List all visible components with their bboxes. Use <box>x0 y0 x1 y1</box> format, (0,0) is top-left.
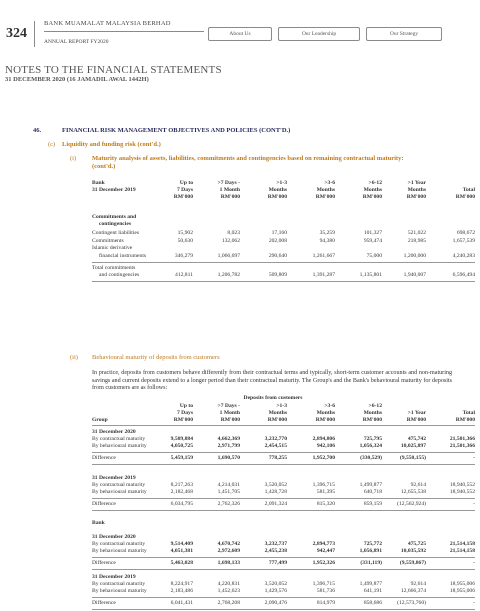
table2-diff-cell: 1,690,570 <box>217 455 240 461</box>
table1-total-label: Total commitments <box>92 265 136 271</box>
table2-bank-label: Bank <box>92 520 105 526</box>
table2-cell: 2,971,799 <box>217 443 240 449</box>
table1-column-header: RM'000 <box>406 194 426 200</box>
table1-group-label: Commitments and <box>92 214 137 220</box>
table2-cell: 18,955,006 <box>449 581 475 587</box>
table2-column-header: >7 Days - <box>217 403 240 409</box>
table1-cell: 8,023 <box>227 230 240 236</box>
table2-block-title: 31 December 2019 <box>92 574 136 580</box>
tab-about-us[interactable]: About Us <box>208 27 272 41</box>
table2-cell: 4,050,725 <box>170 443 193 449</box>
table-rule <box>92 557 475 558</box>
table2-cell: 2,894,773 <box>312 541 335 547</box>
section-title: FINANCIAL RISK MANAGEMENT OBJECTIVES AND POLICIES (CONT'D.) <box>62 127 291 134</box>
table2-diff-cell: - <box>473 455 475 461</box>
table2-cell: 942,106 <box>316 443 335 449</box>
table2-diff-cell: 5,463,028 <box>170 560 193 566</box>
table1-cell: 17,160 <box>271 230 287 236</box>
table1-cell: 75,000 <box>366 252 382 259</box>
table2-cell: 8,224,917 <box>170 581 193 587</box>
table2-column-header: Months <box>268 410 287 416</box>
table2-cell: 1,499,877 <box>359 482 382 488</box>
table2-diff-cell: 814,979 <box>316 600 335 606</box>
table2-cell: 1,056,891 <box>359 548 382 554</box>
table2-cell: 21,514,158 <box>449 541 475 547</box>
table1-total-cell: 509,809 <box>268 272 287 278</box>
table2-column-header: RM'000 <box>173 417 193 423</box>
table1-cell: 202,008 <box>268 237 287 244</box>
table1-cell: 521,022 <box>407 230 426 236</box>
table2-row-label: By contractual maturity <box>92 581 146 587</box>
notes-title: NOTES TO THE FINANCIAL STATEMENTS <box>5 64 222 76</box>
table2-cell: 10,035,592 <box>400 548 426 554</box>
table2-column-header: RM'000 <box>406 417 426 423</box>
table2-cell: 3,520,052 <box>264 581 287 587</box>
tab-our-strategy[interactable]: Our Strategy <box>366 27 442 41</box>
table2-diff-cell: 778,255 <box>268 455 287 461</box>
table2-column-header: 1 Month <box>219 410 240 416</box>
table2-col0-header: Group <box>92 417 108 423</box>
table2-cell: 21,501,366 <box>449 443 475 449</box>
table1-total-cell: 1,135,801 <box>359 272 382 278</box>
table1-column-header: >6-12 <box>368 180 382 186</box>
table-rule <box>92 597 475 598</box>
table2-column-header: RM'000 <box>220 417 240 423</box>
table2-cell: 475,742 <box>407 436 426 442</box>
table2-cell: 1,428,728 <box>264 489 287 495</box>
page-number: 324 <box>6 26 27 41</box>
table1-column-header: RM'000 <box>362 194 382 200</box>
table2-cell: 9,509,884 <box>170 436 193 442</box>
tab-our-leadership[interactable]: Our Leadership <box>278 27 360 41</box>
header-rule <box>44 31 204 32</box>
table2-cell: 581,736 <box>316 588 335 594</box>
table1-group-label: contingencies <box>99 221 132 227</box>
table2-cell: 8,217,263 <box>170 482 193 488</box>
table2-diff-cell: (9,559,867) <box>399 560 426 566</box>
table2-column-header: Total <box>462 410 475 416</box>
table2-column-header: RM'000 <box>362 417 382 423</box>
table2-column-header: 7 Days <box>176 410 193 416</box>
table2-cell: 2,455,238 <box>264 548 287 554</box>
table1-cell: 15,902 <box>177 230 193 236</box>
table2-diff-cell: 2,768,208 <box>217 600 240 606</box>
table2-row-label: By behavioural maturity <box>92 489 147 495</box>
table2-cell: 92,614 <box>410 581 426 587</box>
table2-cell: 640,718 <box>363 489 382 495</box>
table2-cell: 10,025,897 <box>400 443 426 449</box>
table1-row-label: Commitments <box>92 237 124 244</box>
table1-column-header: >3-6 <box>324 180 335 186</box>
table1-total-cell: 6,596,494 <box>452 272 475 278</box>
table2-cell: 3,520,052 <box>264 482 287 488</box>
table2-diff-cell: (330,529) <box>360 455 382 461</box>
table1-cell: 94,380 <box>319 237 335 244</box>
table1-column-header: RM'000 <box>315 194 335 200</box>
table-rule <box>92 569 475 570</box>
table2-cell: 1,056,324 <box>359 443 382 449</box>
table2-cell: 725,795 <box>363 436 382 442</box>
table2-cell: 641,191 <box>363 588 382 594</box>
table1-column-header: 7 Days <box>176 187 193 193</box>
table-rule <box>92 609 475 610</box>
report-title: ANNUAL REPORT FY2020 <box>44 39 109 45</box>
table1-total-cell: 412,811 <box>175 272 193 278</box>
table2-super-header: Deposits from customers <box>243 395 303 401</box>
table2-cell: 18,940,552 <box>449 489 475 495</box>
table2-column-header: >6-12 <box>368 403 382 409</box>
table2-diff-cell: (12,573,760) <box>397 600 426 606</box>
table1-column-header: Months <box>363 187 382 193</box>
table2-cell: 3,232,770 <box>264 436 287 442</box>
table2-diff-cell: 6,034,795 <box>170 501 193 507</box>
table2-column-header: >1 Year <box>407 410 426 416</box>
subsection-title: Liquidity and funding risk (cont'd.) <box>62 141 161 148</box>
table2-row-label: By behavioural maturity <box>92 548 147 554</box>
table2-block-title: 31 December 2020 <box>92 534 136 540</box>
table1-column-header: Up to <box>179 180 193 186</box>
table2-diff-cell: - <box>473 600 475 606</box>
table1-cell: 132,062 <box>221 237 240 244</box>
table1-cell: 35,259 <box>319 230 335 236</box>
table2-diff-cell: 777,499 <box>268 560 287 566</box>
item-i-number: (i) <box>70 155 77 162</box>
table2-diff-label: Difference <box>92 560 116 566</box>
table2-row-label: By contractual maturity <box>92 541 146 547</box>
table2-row-label: By contractual maturity <box>92 482 146 488</box>
table2-cell: 21,501,366 <box>449 436 475 442</box>
table-rule <box>92 425 475 426</box>
table1-row-label: Contingent liabilities <box>92 230 140 236</box>
table2-cell: 12,666,374 <box>400 588 426 594</box>
table2-column-header: >1-3 <box>276 403 287 409</box>
table2-cell: 18,940,552 <box>449 482 475 488</box>
table1-cell: 101,327 <box>363 230 382 236</box>
table1-cell: 698,672 <box>456 230 475 236</box>
table2-diff-cell: 815,320 <box>316 501 335 507</box>
table-rule <box>92 464 475 465</box>
table2-cell: 18,955,006 <box>449 588 475 594</box>
table2-cell: 2,972,609 <box>217 548 240 554</box>
table1-row-label: Islamic derivative <box>92 245 133 251</box>
table2-diff-cell: 1,698,133 <box>217 560 240 566</box>
table2-diff-cell: (9,550,155) <box>399 455 426 461</box>
table1-cell: 290,640 <box>268 252 287 259</box>
table2-cell: 581,395 <box>316 489 335 495</box>
table2-cell: 9,514,409 <box>170 541 193 547</box>
table2-diff-cell: - <box>473 560 475 566</box>
table2-column-header: >3-6 <box>324 403 335 409</box>
table2-column-header: Months <box>316 410 335 416</box>
table2-cell: 4,662,369 <box>217 436 240 442</box>
table2-block-title: 31 December 2019 <box>92 475 136 481</box>
table2-column-header: RM'000 <box>267 417 287 423</box>
table2-row-label: By behavioural maturity <box>92 443 147 449</box>
table1-total-cell: 1,940,007 <box>403 272 426 278</box>
table2-cell: 475,725 <box>407 541 426 547</box>
table2-diff-label: Difference <box>92 455 116 461</box>
table1-cell: 1,066,697 <box>217 252 240 259</box>
table2-column-header: Months <box>363 410 382 416</box>
table2-cell: 2,894,806 <box>312 436 335 442</box>
table1-total-label: and contingencies <box>99 272 140 278</box>
table-rule <box>92 262 475 263</box>
table2-cell: 1,451,705 <box>217 489 240 495</box>
table2-row-label: By contractual maturity <box>92 436 146 442</box>
table1-column-header: RM'000 <box>220 194 240 200</box>
table1-column-header: >1-3 <box>276 180 287 186</box>
table1-cell: 346,279 <box>174 252 193 259</box>
table2-cell: 942,447 <box>316 548 335 554</box>
table1-cell: 4,240,283 <box>452 252 475 259</box>
table2-cell: 1,396,715 <box>312 581 335 587</box>
table1-total-cell: 1,391,287 <box>312 272 335 278</box>
table2-cell: 92,614 <box>410 482 426 488</box>
subsection-letter: (c) <box>48 141 56 148</box>
table2-column-header: Up to <box>179 403 193 409</box>
table-rule <box>92 281 475 282</box>
table2-cell: 4,214,031 <box>217 482 240 488</box>
table2-block-title: 31 December 2020 <box>92 429 136 435</box>
item-i-title-cont: (cont'd.) <box>92 163 116 170</box>
table1-column-header: Total <box>462 187 475 193</box>
item-i-title: Maturity analysis of assets, liabilities, commitments and contingencies based on remaining contractual maturity: <box>92 155 404 162</box>
table2-cell: 4,051,381 <box>170 548 193 554</box>
table1-cell: 1,657,539 <box>452 237 475 244</box>
table2-diff-label: Difference <box>92 600 116 606</box>
table1-cell: 1,200,000 <box>403 252 426 259</box>
table1-cell: 50,630 <box>177 237 193 244</box>
bank-name: BANK MUAMALAT MALAYSIA BERHAD <box>44 20 171 27</box>
table2-diff-cell: 1,952,700 <box>312 455 335 461</box>
table2-cell: 2,183,486 <box>170 588 193 594</box>
table1-column-header: RM'000 <box>455 194 475 200</box>
table1-column-header: RM'000 <box>173 194 193 200</box>
table1-col0-header-date: 31 December 2019 <box>92 187 136 193</box>
table2-cell: 2,182,468 <box>170 489 193 495</box>
table1-column-header: RM'000 <box>267 194 287 200</box>
table2-diff-cell: 859,159 <box>363 501 382 507</box>
table2-cell: 12,655,538 <box>400 489 426 495</box>
table2-cell: 1,396,715 <box>312 482 335 488</box>
table2-cell: 725,772 <box>363 541 382 547</box>
table1-cell: 959,474 <box>363 237 382 244</box>
table-rule <box>92 510 475 511</box>
table1-cell: 1,261,667 <box>312 252 335 259</box>
table2-cell: 21,514,158 <box>449 548 475 554</box>
table1-column-header: >7 Days - <box>217 180 240 186</box>
table1-column-header: 1 Month <box>219 187 240 193</box>
table2-diff-cell: 858,686 <box>363 600 382 606</box>
table2-diff-cell: 5,459,159 <box>170 455 193 461</box>
table2-diff-cell: 1,952,326 <box>312 560 335 566</box>
table2-cell: 1,452,623 <box>217 588 240 594</box>
table2-diff-cell: (12,562,924) <box>397 501 426 507</box>
table1-column-header: Months <box>407 187 426 193</box>
table2-diff-cell: 6,041,431 <box>170 600 193 606</box>
table2-diff-cell: 2,091,324 <box>264 501 287 507</box>
table2-cell: 1,429,576 <box>264 588 287 594</box>
table2-column-header: RM'000 <box>315 417 335 423</box>
table1-cell: 218,985 <box>407 237 426 244</box>
item-ii-title: Behavioural maturity of deposits from customers <box>92 354 220 361</box>
table-rule <box>92 498 475 499</box>
table2-diff-label: Difference <box>92 501 116 507</box>
table2-row-label: By behavioural maturity <box>92 588 147 594</box>
table-rule <box>92 452 475 453</box>
table1-column-header: >1 Year <box>407 180 426 186</box>
table2-cell: 4,670,742 <box>217 541 240 547</box>
section-number: 46. <box>33 127 42 134</box>
table1-total-cell: 1,206,782 <box>217 272 240 278</box>
table2-cell: 4,220,831 <box>217 581 240 587</box>
header-divider <box>34 21 35 47</box>
table2-cell: 2,454,515 <box>264 443 287 449</box>
behavioural-paragraph: In practice, deposits from customers behave differently from their contractual terms and typically, short-term customer accounts and non-maturing savings and current deposits extend to a longer period than their contractual maturity. The Group's and the Bank's behavioural maturity for deposits from customers are as follows: <box>92 370 452 392</box>
table1-col0-header: Bank <box>92 180 105 186</box>
table1-column-header: Months <box>316 187 335 193</box>
table2-cell: 3,232,737 <box>264 541 287 547</box>
table1-column-header: Months <box>268 187 287 193</box>
table2-diff-cell: (331,119) <box>360 560 382 566</box>
table1-row-label: financial instruments <box>99 252 147 259</box>
table2-diff-cell: 2,090,476 <box>264 600 287 606</box>
notes-date: 31 DECEMBER 2020 (16 JAMADIL AWAL 1442H) <box>5 76 149 83</box>
table2-column-header: RM'000 <box>455 417 475 423</box>
table2-diff-cell: - <box>473 501 475 507</box>
table2-diff-cell: 2,762,326 <box>217 501 240 507</box>
table2-cell: 1,499,877 <box>359 581 382 587</box>
item-ii-number: (ii) <box>70 354 78 361</box>
